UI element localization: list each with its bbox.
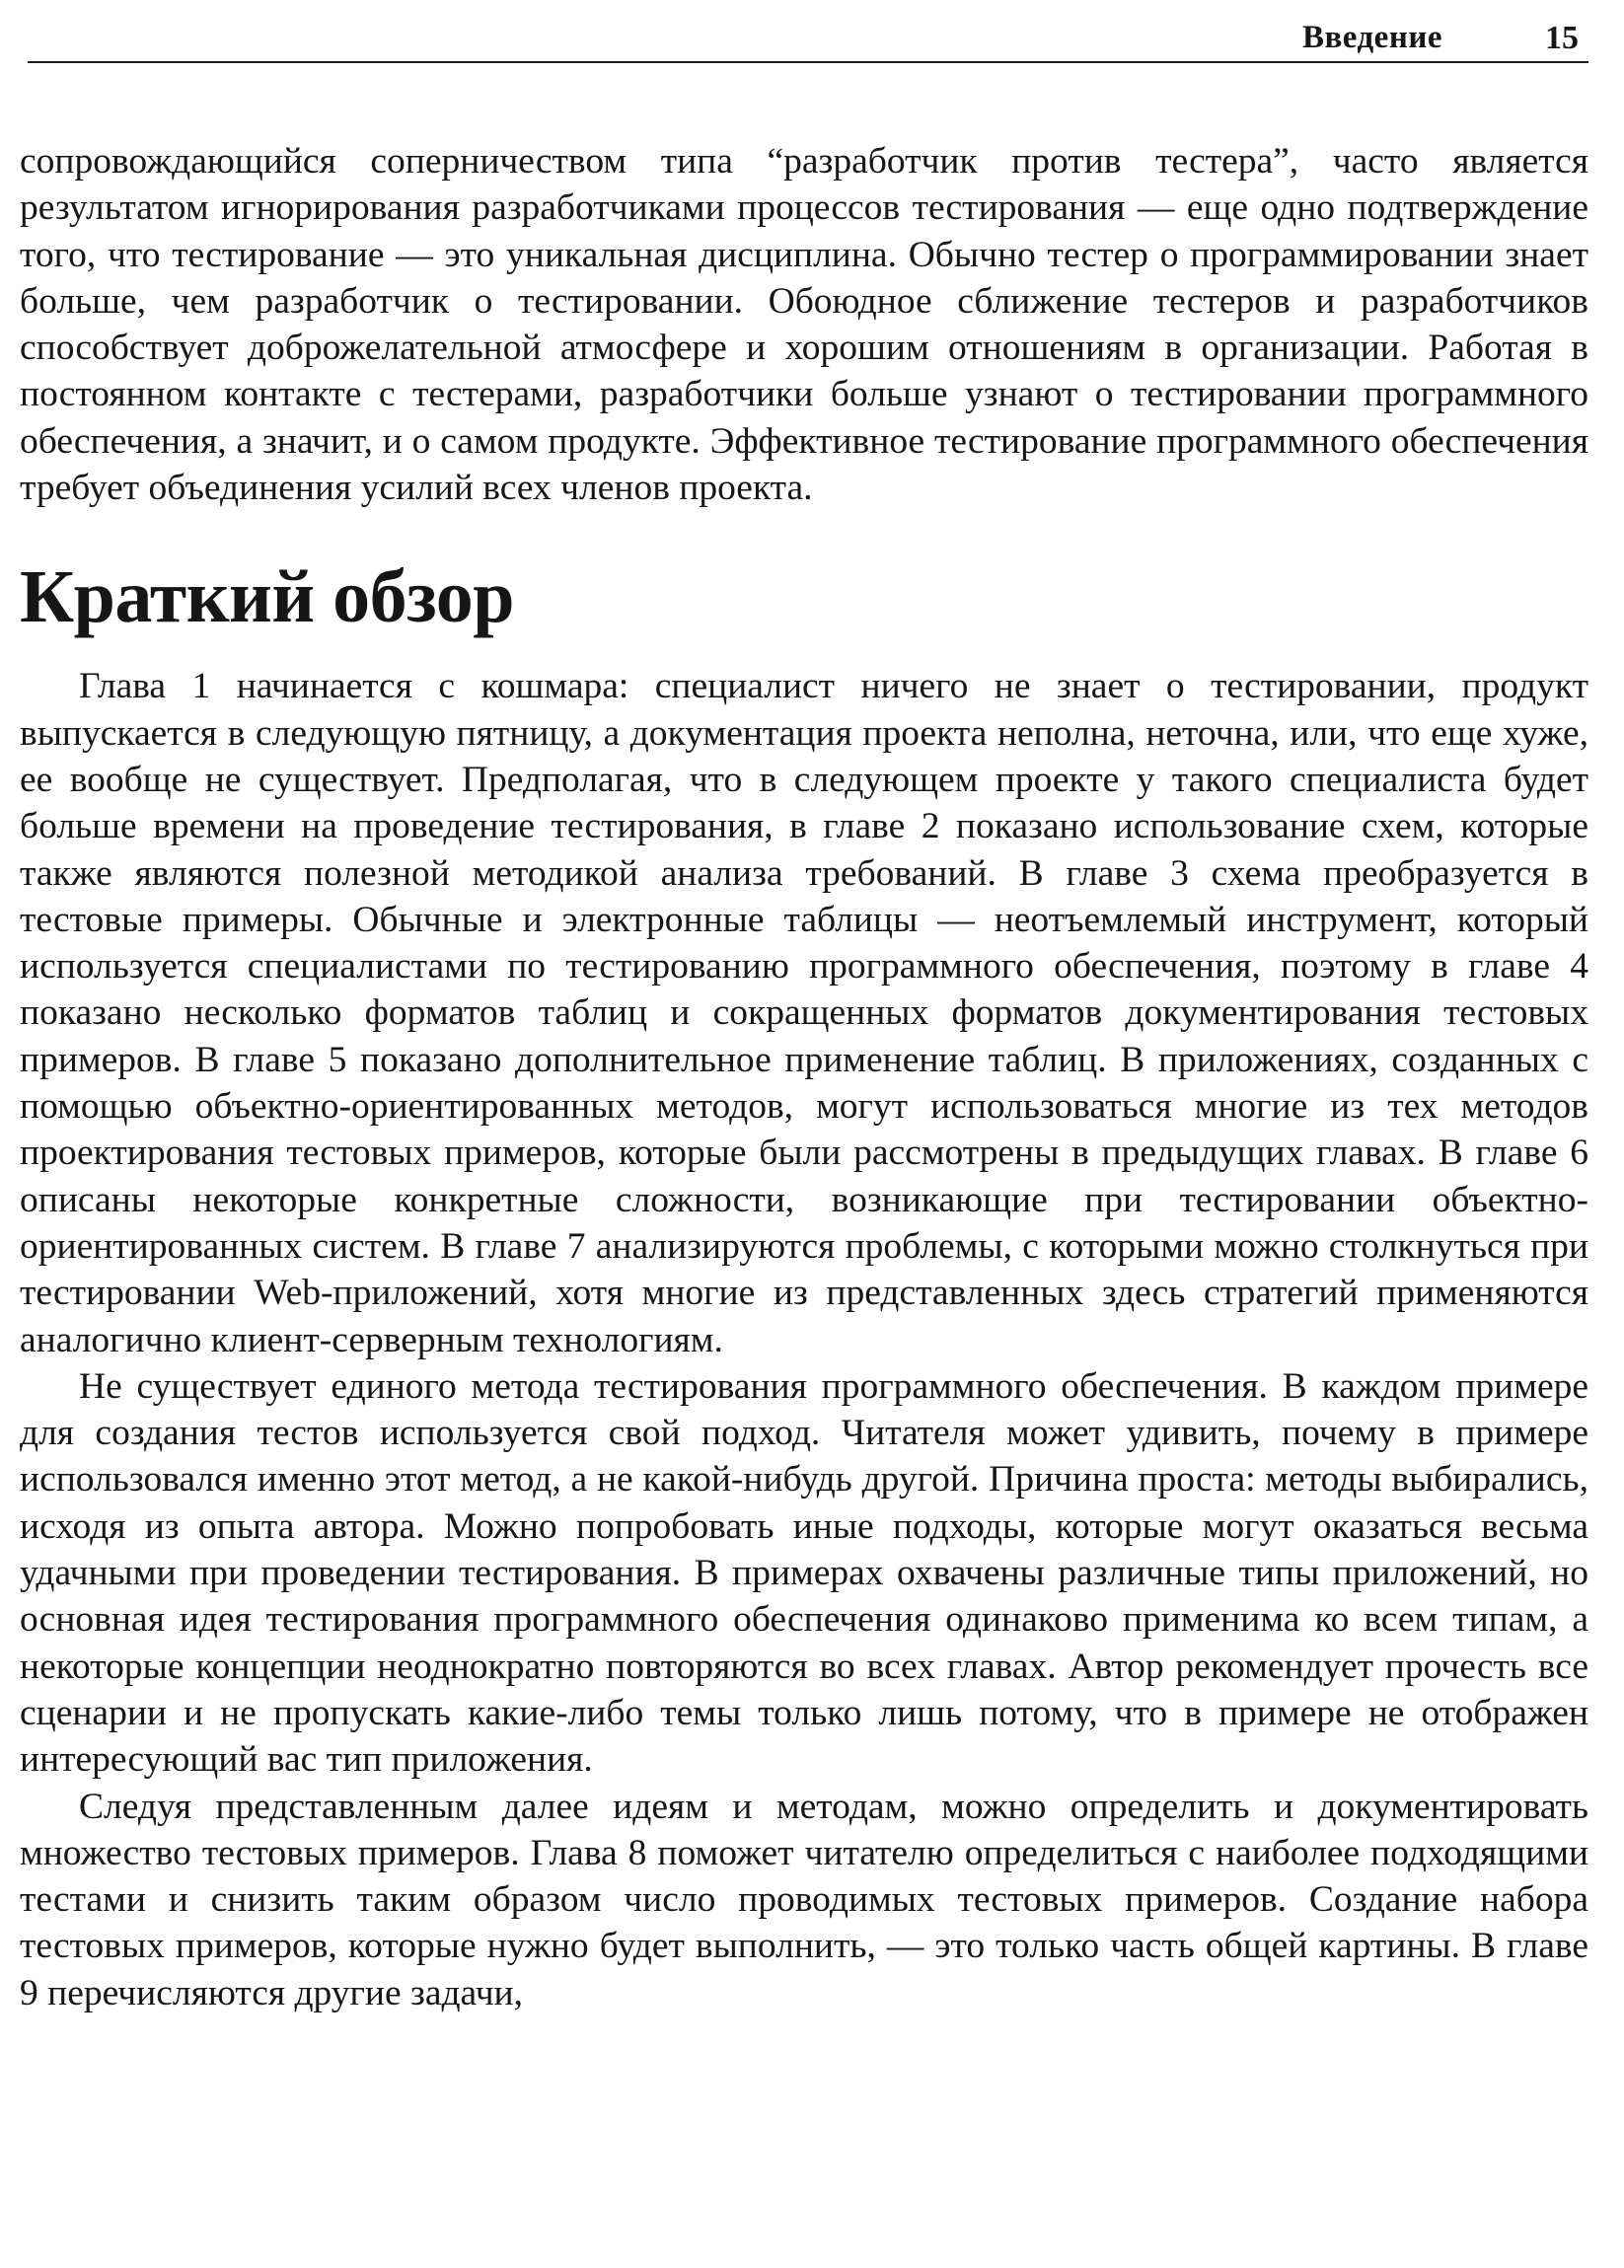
intro-paragraph: сопровождающийся соперничеством типа “разработчик против тестера”, часто является результатом игнорирования разработчиками процессов тестирования — еще одно подтверждение того, что тестирование — это уникальная дисциплина. Обычно тестер о программировании знает больше, чем разработчик о тестировании. Обоюдное сближение тестеров и разработчиков способствует доброжелательной атмосфере и хорошим отношениям в организации. Работая в постоянном контакте с тестерами, разработчики больше узнают о тестировании программного обеспечения, а значит, и о самом продукте. Эффективное тестирование программного обеспечения требует объединения усилий всех членов проекта. bbox=[20, 141, 1588, 509]
section-heading: Краткий обзор bbox=[20, 555, 514, 639]
page-body bbox=[20, 138, 1588, 2016]
overview-paragraph-2: Не существует единого метода тестирования программного обеспечения. В каждом примере для создания тестов используется свой подход. Читателя может удивить, почему в примере использовался именно этот метод, а не какой-нибудь другой. Причина проста: методы выбирались, исходя из опыта автора. Можно попробовать иные подходы, которые могут оказаться весьма удачными при проведении тестирования. В примерах охвачены различные типы приложений, но основная идея тестирования программного обеспечения одинаково применима ко всем типам, а некоторые концепции неоднократно повторяются во всех главах. Автор рекомендует прочесть все сценарии и не пропускать какие-либо темы только лишь потому, что в примере не отображен интересующий вас тип приложения. bbox=[20, 1365, 1588, 1781]
running-header bbox=[28, 14, 1588, 63]
overview-paragraph-1: Глава 1 начинается с кошмара: специалист ничего не знает о тестировании, продукт выпускается в следующую пятницу, а документация проекта неполна, неточна, или, что еще хуже, ее вообще не существует. Предполагая, что в следующем проекте у такого специалиста будет больше времени на проведение тестирования, в главе 2 показано использование схем, которые также являются полезной методикой анализа требований. В главе 3 схема преобразуется в тестовые примеры. Обычные и электронные таблицы — неотъемлемый инструмент, который используется специалистами по тестированию программного обеспечения, поэтому в главе 4 показано несколько форматов таблиц и сокращенных форматов документирования тестовых примеров. В главе 5 показано дополнительное применение таблиц. В приложениях, созданных с помощью объектно-ориентированных методов, могут использоваться многие из тех методов проектирования тестовых примеров, которые были рассмотрены в предыдущих главах. В главе 6 описаны некоторые конкретные сложности, возникающие при тестировании объектно-ориентированных систем. В главе 7 анализируются проблемы, с которыми можно столкнуться при тестировании Web-приложений, хотя многие из представленных здесь стратегий применяются аналогично клиент-серверным технологиям. bbox=[20, 666, 1588, 1360]
page-number: 15 bbox=[1545, 20, 1579, 56]
overview-paragraph-3: Следуя представленным далее идеям и методам, можно определить и документировать множество тестовых примеров. Глава 8 поможет читателю определиться с наиболее подходящими тестами и снизить таким образом число проводимых тестовых примеров. Создание набора тестовых примеров, которые нужно будет выполнить, — это только часть общей картины. В главе 9 перечисляются другие задачи, bbox=[20, 1786, 1588, 2013]
running-header-section-title: Введение bbox=[1301, 20, 1442, 55]
